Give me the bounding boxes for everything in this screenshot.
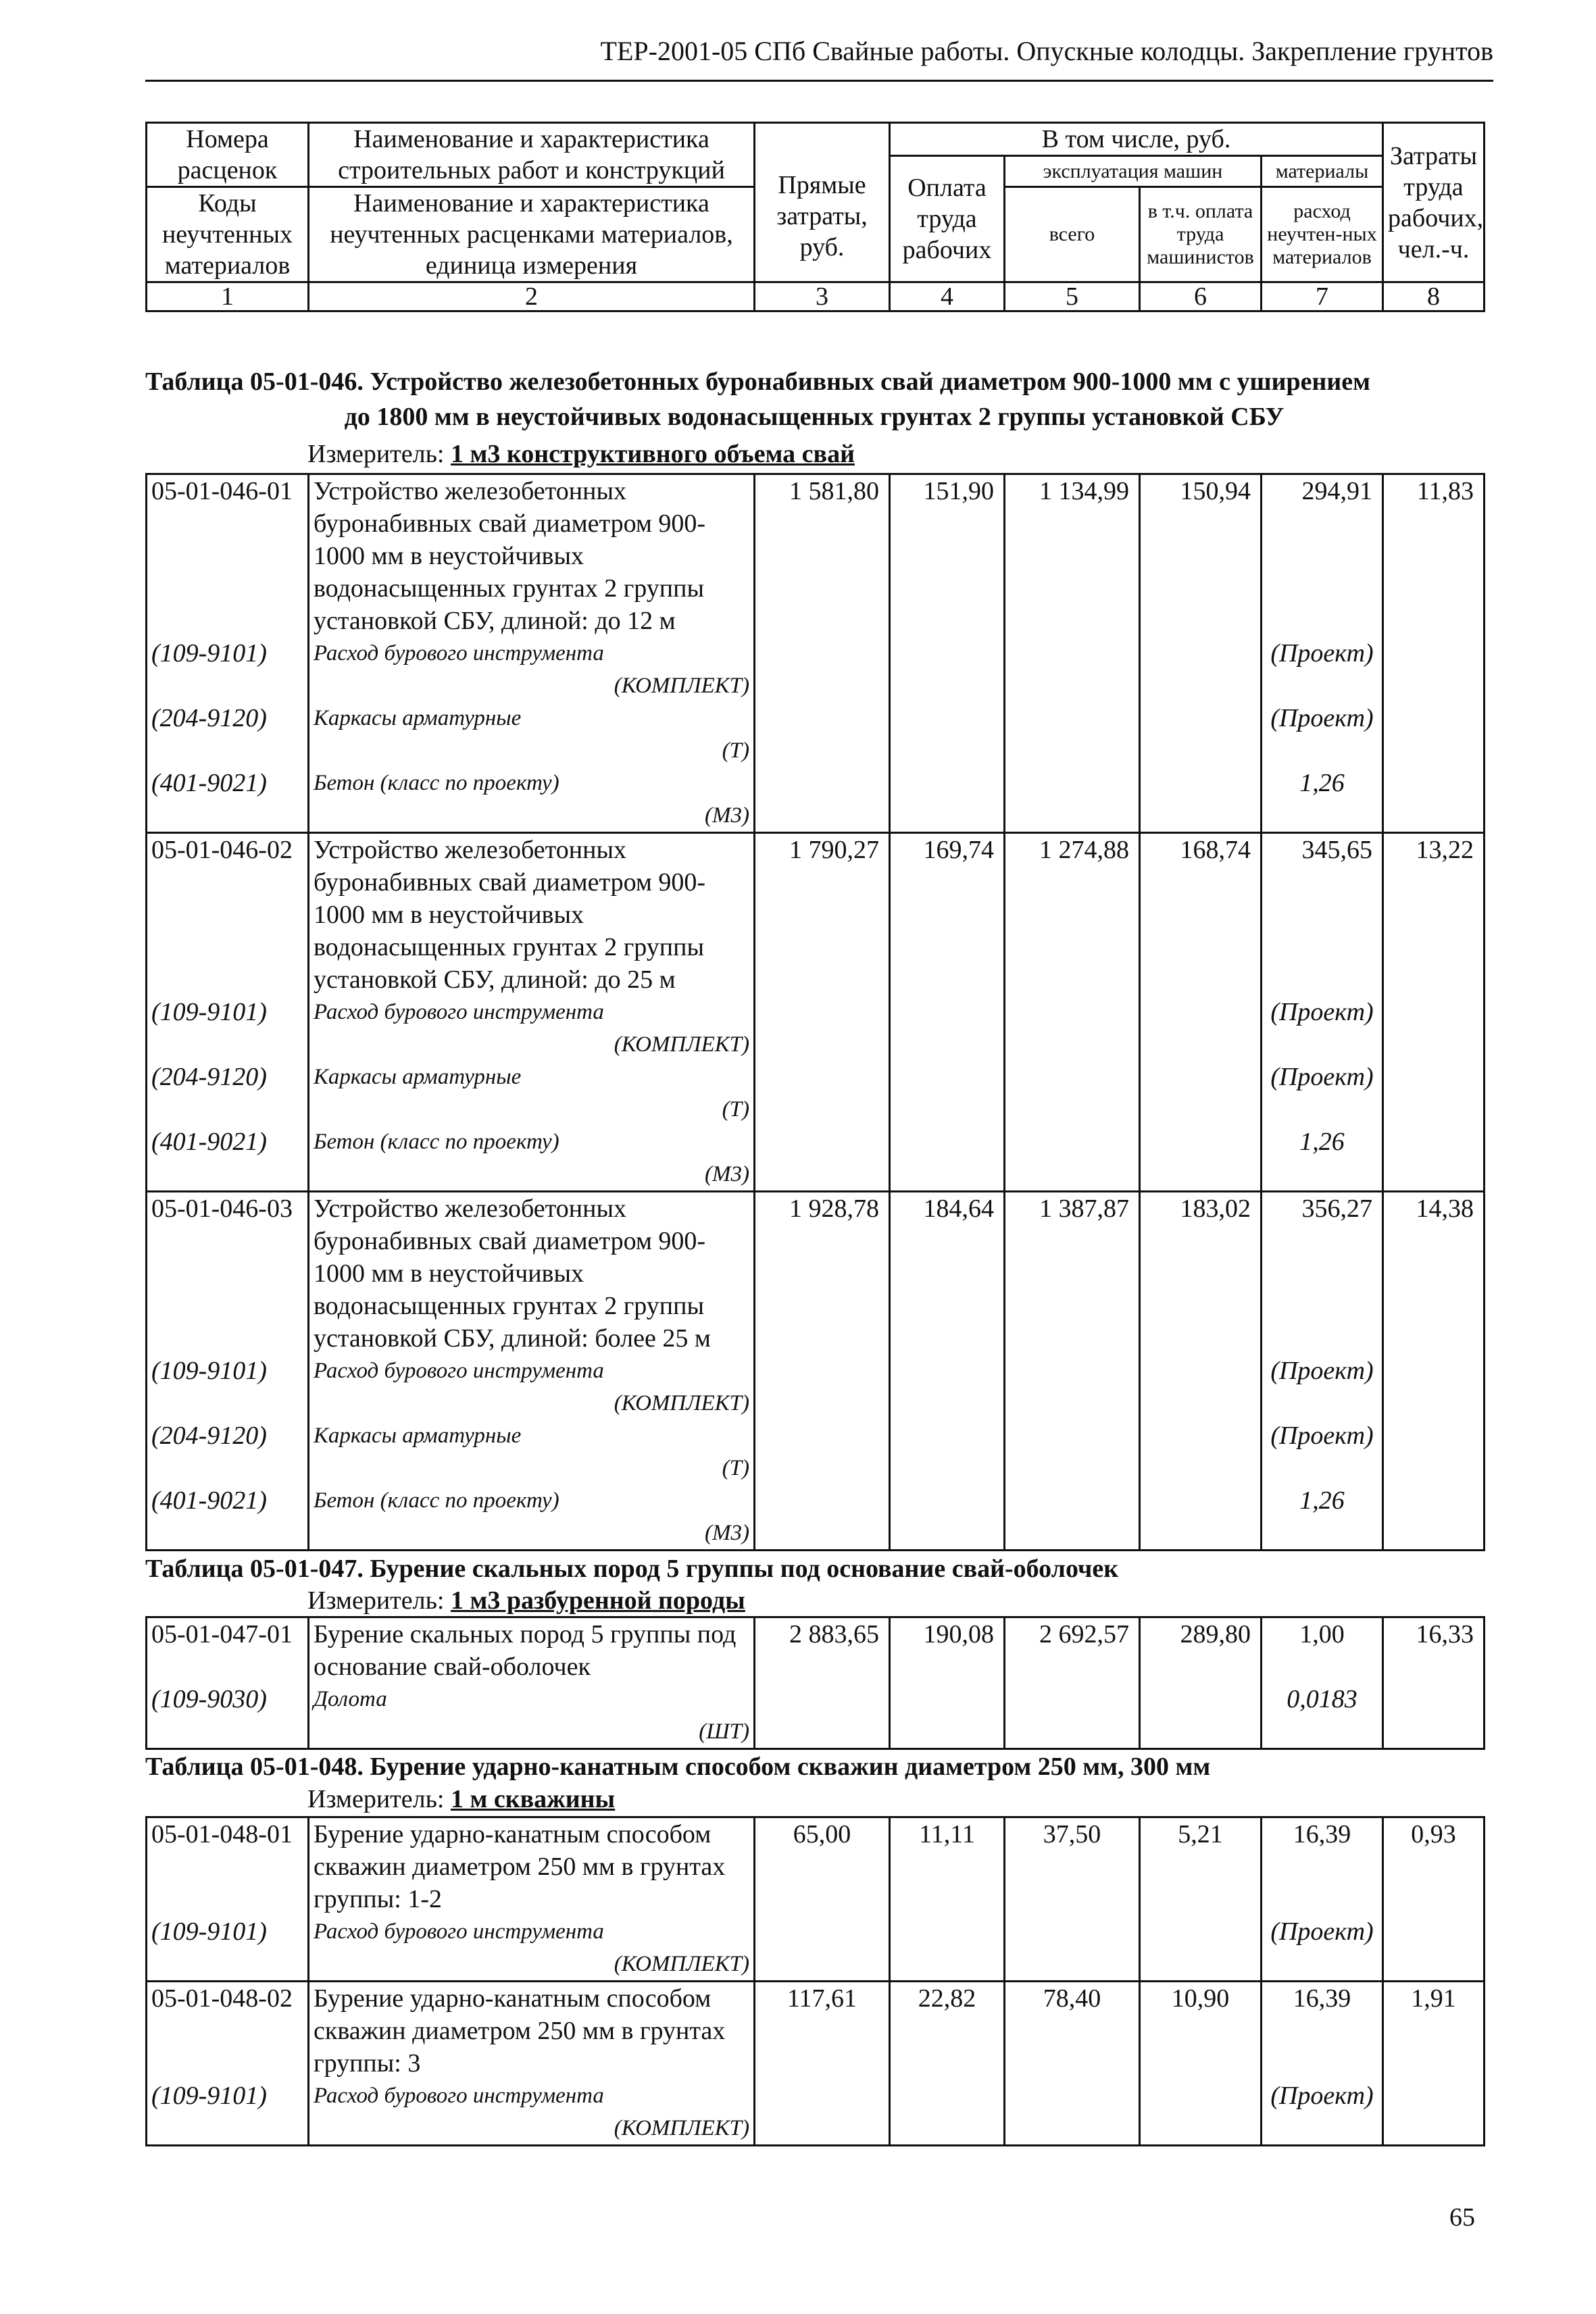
material-code: (109-9101) xyxy=(147,2080,309,2146)
direct-cost: 1 928,78 xyxy=(755,1192,890,1355)
page-header: ТЕР-2001-05 СПб Свайные работы. Опускные колодцы. Закрепление грунтов xyxy=(600,36,1493,66)
table-row xyxy=(147,474,1485,638)
material-unit: (М3) xyxy=(705,803,749,828)
material-name: Каркасы арматурные xyxy=(314,706,522,730)
material-qty: (Проект) xyxy=(1262,702,1383,767)
direct-cost: 1 581,80 xyxy=(755,474,890,638)
table-046-title-line1: Таблица 05-01-046. Устройство железобетонных буронабивных свай диаметром 900-1000 мм с уширением xyxy=(145,368,1371,396)
col-1-top: Номера расценок xyxy=(147,123,309,187)
rate-code: 05-01-048-02 xyxy=(147,1982,309,2080)
col-number: 2 xyxy=(309,282,755,311)
measure-prefix: Измеритель: xyxy=(307,1586,451,1615)
material-code: (109-9101) xyxy=(147,996,309,1061)
labor-hours: 0,93 xyxy=(1383,1817,1485,1916)
table-row xyxy=(147,1982,1485,2080)
rate-name: Устройство железобетонных буронабивных свай диаметром 900-1000 мм в неустойчивых водонасыщенных грунтах 2 группы установкой СБУ, длиной: более 25 м xyxy=(309,1192,755,1355)
material-code: (204-9120) xyxy=(147,702,309,767)
material-row xyxy=(147,637,1485,702)
rate-code: 05-01-046-03 xyxy=(147,1192,309,1355)
materials-cost: 345,65 xyxy=(1262,833,1383,997)
table-046-title-line2: до 1800 мм в неустойчивых водонасыщенных грунтах 2 группы установкой СБУ xyxy=(344,403,1285,431)
rate-name: Бурение скальных пород 5 группы под основание свай-оболочек xyxy=(309,1617,755,1684)
labor-cost: 184,64 xyxy=(890,1192,1005,1355)
labor-hours: 11,83 xyxy=(1383,474,1485,638)
machine-cost: 1 387,87 xyxy=(1005,1192,1140,1355)
material-row xyxy=(147,1484,1485,1551)
material-unit: (ШТ) xyxy=(699,1719,749,1744)
direct-cost: 1 790,27 xyxy=(755,833,890,997)
materials-cost: 294,91 xyxy=(1262,474,1383,638)
material-name: Бетон (класс по проекту) xyxy=(314,1130,559,1154)
material-code: (204-9120) xyxy=(147,1061,309,1126)
table-046 xyxy=(145,473,1485,1551)
included-header: В том числе, руб. xyxy=(890,123,1383,156)
col-number: 6 xyxy=(1140,282,1262,311)
labor-hours: 14,38 xyxy=(1383,1192,1485,1355)
material-qty: 1,26 xyxy=(1262,1126,1383,1192)
material-name: Расход бурового инструмента xyxy=(314,1000,604,1024)
material-name: Долота xyxy=(314,1687,387,1711)
material-code: (109-9101) xyxy=(147,637,309,702)
labor-cost: 22,82 xyxy=(890,1982,1005,2080)
col-number: 3 xyxy=(755,282,890,311)
material-row xyxy=(147,702,1485,767)
material-code: (401-9021) xyxy=(147,1126,309,1192)
machine-cost: 37,50 xyxy=(1005,1817,1140,1916)
material-name: Расход бурового инструмента xyxy=(314,1359,604,1383)
material-qty: (Проект) xyxy=(1262,637,1383,702)
material-code: (401-9021) xyxy=(147,1484,309,1551)
material-unit: (Т) xyxy=(722,738,749,763)
table-row xyxy=(147,1817,1485,1916)
material-code: (109-9101) xyxy=(147,1355,309,1419)
col-7: расход неучтен-ных материалов xyxy=(1262,187,1383,282)
machinist-cost: 5,21 xyxy=(1140,1817,1262,1916)
material-name: Расход бурового инструмента xyxy=(314,1919,604,1944)
material-qty: (Проект) xyxy=(1262,1355,1383,1419)
col-number: 4 xyxy=(890,282,1005,311)
direct-cost: 117,61 xyxy=(755,1982,890,2080)
materials-cost: 16,39 xyxy=(1262,1817,1383,1916)
col-2-top: Наименование и характеристика строительных работ и конструкций xyxy=(309,123,755,187)
machinist-cost: 150,94 xyxy=(1140,474,1262,638)
material-code: (109-9030) xyxy=(147,1683,309,1749)
column-header-table xyxy=(145,122,1485,312)
measure-unit: 1 м3 конструктивного объема свай xyxy=(451,440,855,468)
header-rule xyxy=(145,80,1493,82)
material-unit: (КОМПЛЕКТ) xyxy=(614,1391,749,1415)
material-row xyxy=(147,1355,1485,1419)
machinist-cost: 10,90 xyxy=(1140,1982,1262,2080)
measure-prefix: Измеритель: xyxy=(307,1785,451,1813)
material-name: Бетон (класс по проекту) xyxy=(314,771,559,795)
col-number: 8 xyxy=(1383,282,1485,311)
measure-prefix: Измеритель: xyxy=(307,440,451,468)
table-048-title: Таблица 05-01-048. Бурение ударно-канатным способом скважин диаметром 250 мм, 300 мм xyxy=(145,1753,1211,1781)
table-048 xyxy=(145,1816,1485,2146)
material-row xyxy=(147,1126,1485,1192)
materials-cost: 16,39 xyxy=(1262,1982,1383,2080)
direct-cost: 2 883,65 xyxy=(755,1617,890,1684)
machinist-cost: 289,80 xyxy=(1140,1617,1262,1684)
material-name: Расход бурового инструмента xyxy=(314,641,604,665)
col-6: в т.ч. оплата труда машинистов xyxy=(1140,187,1262,282)
rate-name: Устройство железобетонных буронабивных свай диаметром 900-1000 мм в неустойчивых водонасыщенных грунтах 2 группы установкой СБУ, длиной: до 12 м xyxy=(309,474,755,638)
material-name: Бетон (класс по проекту) xyxy=(314,1488,559,1513)
col-8: Затраты труда рабочих, чел.-ч. xyxy=(1383,123,1485,282)
labor-cost: 151,90 xyxy=(890,474,1005,638)
col-2-bottom: Наименование и характеристика неучтенных расценками материалов, единица измерения xyxy=(309,187,755,282)
material-unit: (Т) xyxy=(722,1097,749,1122)
measure-unit: 1 м3 разбуренной породы xyxy=(451,1586,745,1615)
material-row xyxy=(147,1683,1485,1749)
material-unit: (КОМПЛЕКТ) xyxy=(614,2116,749,2140)
machine-cost: 78,40 xyxy=(1005,1982,1140,2080)
material-qty: 0,0183 xyxy=(1262,1683,1383,1749)
rate-code: 05-01-047-01 xyxy=(147,1617,309,1684)
material-code: (109-9101) xyxy=(147,1915,309,1982)
material-unit: (М3) xyxy=(705,1521,749,1545)
material-row xyxy=(147,767,1485,833)
col-5: всего xyxy=(1005,187,1140,282)
col-number: 1 xyxy=(147,282,309,311)
material-qty: (Проект) xyxy=(1262,2080,1383,2146)
table-row xyxy=(147,833,1485,997)
table-048-measure xyxy=(307,1784,615,1814)
col-4: Оплата труда рабочих xyxy=(890,156,1005,282)
materials-header: материалы xyxy=(1262,156,1383,187)
material-qty: 1,26 xyxy=(1262,1484,1383,1551)
material-row xyxy=(147,1419,1485,1484)
rate-code: 05-01-048-01 xyxy=(147,1817,309,1916)
material-unit: (М3) xyxy=(705,1162,749,1186)
rate-name: Бурение ударно-канатным способом скважин диаметром 250 мм в грунтах группы: 3 xyxy=(309,1982,755,2080)
labor-cost: 190,08 xyxy=(890,1617,1005,1684)
table-046-measure xyxy=(307,439,855,469)
machine-cost: 1 274,88 xyxy=(1005,833,1140,997)
material-row xyxy=(147,2080,1485,2146)
measure-unit: 1 м скважины xyxy=(451,1785,616,1813)
table-047-measure xyxy=(307,1586,745,1615)
table-047 xyxy=(145,1616,1485,1750)
col-number: 7 xyxy=(1262,282,1383,311)
direct-cost: 65,00 xyxy=(755,1817,890,1916)
material-unit: (КОМПЛЕКТ) xyxy=(614,674,749,698)
material-name: Расход бурового инструмента xyxy=(314,2084,604,2108)
material-row xyxy=(147,996,1485,1061)
material-code: (401-9021) xyxy=(147,767,309,833)
col-3: Прямые затраты, руб. xyxy=(755,123,890,282)
table-047-title: Таблица 05-01-047. Бурение скальных пород 5 группы под основание свай-оболочек xyxy=(145,1555,1119,1583)
material-qty: (Проект) xyxy=(1262,1915,1383,1982)
material-unit: (Т) xyxy=(722,1456,749,1480)
column-number-row xyxy=(147,282,1485,311)
table-row xyxy=(147,1617,1485,1684)
machine-cost: 1 134,99 xyxy=(1005,474,1140,638)
page-number: 65 xyxy=(1449,2203,1475,2232)
machinist-cost: 183,02 xyxy=(1140,1192,1262,1355)
material-qty: (Проект) xyxy=(1262,1419,1383,1484)
material-qty: (Проект) xyxy=(1262,1061,1383,1126)
material-row xyxy=(147,1061,1485,1126)
labor-cost: 169,74 xyxy=(890,833,1005,997)
col-number: 5 xyxy=(1005,282,1140,311)
material-name: Каркасы арматурные xyxy=(314,1424,522,1448)
materials-cost: 1,00 xyxy=(1262,1617,1383,1684)
machinist-cost: 168,74 xyxy=(1140,833,1262,997)
rate-name: Устройство железобетонных буронабивных свай диаметром 900-1000 мм в неустойчивых водонасыщенных грунтах 2 группы установкой СБУ, длиной: до 25 м xyxy=(309,833,755,997)
material-name: Каркасы арматурные xyxy=(314,1065,522,1089)
material-row xyxy=(147,1915,1485,1982)
rate-code: 05-01-046-01 xyxy=(147,474,309,638)
rate-name: Бурение ударно-канатным способом скважин диаметром 250 мм в грунтах группы: 1-2 xyxy=(309,1817,755,1916)
labor-hours: 1,91 xyxy=(1383,1982,1485,2080)
material-qty: (Проект) xyxy=(1262,996,1383,1061)
rate-code: 05-01-046-02 xyxy=(147,833,309,997)
materials-cost: 356,27 xyxy=(1262,1192,1383,1355)
labor-hours: 16,33 xyxy=(1383,1617,1485,1684)
material-unit: (КОМПЛЕКТ) xyxy=(614,1952,749,1976)
labor-hours: 13,22 xyxy=(1383,833,1485,997)
labor-cost: 11,11 xyxy=(890,1817,1005,1916)
machine-cost: 2 692,57 xyxy=(1005,1617,1140,1684)
material-unit: (КОМПЛЕКТ) xyxy=(614,1032,749,1057)
machines-header: эксплуатация машин xyxy=(1005,156,1262,187)
col-1-bottom: Коды неучтенных материалов xyxy=(147,187,309,282)
material-code: (204-9120) xyxy=(147,1419,309,1484)
table-row xyxy=(147,1192,1485,1355)
material-qty: 1,26 xyxy=(1262,767,1383,833)
